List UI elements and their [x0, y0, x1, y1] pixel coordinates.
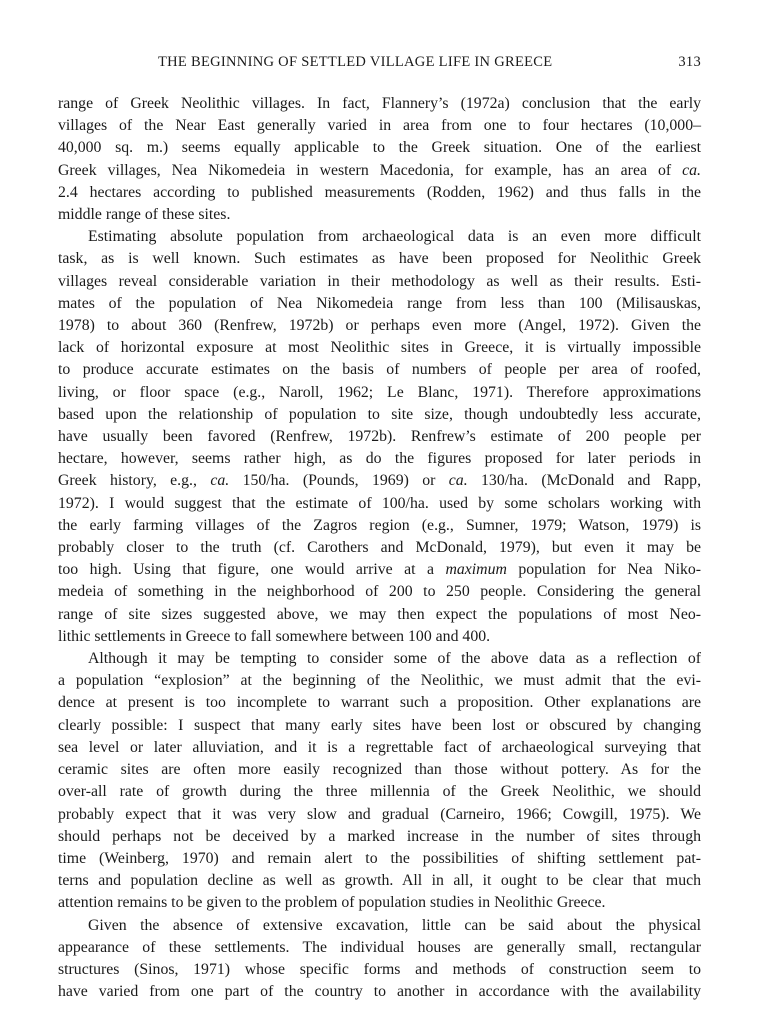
- text-line: ceramic sites are often more easily recognized than those without pottery. As for the: [58, 761, 701, 779]
- text-line: time (Weinberg, 1970) and remain alert to the possibilities of shifting settlement pat-: [58, 849, 701, 867]
- text-line: terns and population decline as well as growth. All in all, it ought to be clear that much: [58, 872, 701, 890]
- text-line: mates of the population of Nea Nikomedeia range from less than 100 (Milisauskas,: [58, 294, 701, 312]
- text-line: should perhaps not be deceived by a marked increase in the number of sites through: [58, 827, 701, 845]
- italic-term: ca.: [682, 161, 701, 179]
- text-line: a population “explosion” at the beginning of the Neolithic, we must admit that the evi-: [58, 672, 701, 690]
- text-line: medeia of something in the neighborhood of 200 to 250 people. Considering the general: [58, 583, 701, 601]
- paragraph-1: [58, 93, 701, 226]
- text-line: lack of horizontal exposure at most Neolithic sites in Greece, it is virtually impossible: [58, 339, 701, 357]
- paragraph-4: [58, 915, 701, 1004]
- paragraph-3: [58, 648, 701, 914]
- text-line: Although it may be tempting to consider some of the above data as a reflection of: [88, 650, 701, 668]
- body-text: [58, 93, 701, 1003]
- text-line: [58, 470, 701, 492]
- text-line: have usually been favored (Renfrew, 1972b). Renfrew’s estimate of 200 people per: [58, 428, 701, 446]
- text-line: structures (Sinos, 1971) whose specific forms and methods of construction seem to: [58, 960, 701, 978]
- document-page: [58, 50, 701, 1003]
- text-line: [58, 559, 701, 581]
- text-line: probably closer to the truth (cf. Carothers and McDonald, 1979), but even it may be: [58, 539, 701, 557]
- text-fragment: population for Nea Niko-: [518, 561, 702, 579]
- text-line: lithic settlements in Greece to fall somewhere between 100 and 400.: [58, 627, 491, 645]
- text-fragment: Greek history, e.g.,: [58, 472, 197, 490]
- italic-term: maximum: [445, 561, 507, 579]
- text-line: appearance of these settlements. The individual houses are generally small, rectangular: [58, 938, 701, 956]
- italic-term: ca.: [210, 472, 230, 490]
- text-line: 40,000 sq. m.) seems equally applicable to the Greek situation. One of the earliest: [58, 139, 701, 157]
- paragraph-2: [58, 226, 701, 648]
- text-line: sea level or later alluviation, and it is a regrettable fact of archaeological surveying that: [58, 738, 701, 756]
- text-line: range of site sizes suggested above, we may then expect the populations of most Neo-: [58, 605, 701, 623]
- text-line: villages of the Near East generally varied in area from one to four hectares (10,000–: [58, 117, 701, 135]
- running-title: THE BEGINNING OF SETTLED VILLAGE LIFE IN GREECE: [158, 54, 553, 70]
- text-line: to produce accurate estimates on the basis of numbers of people per area of roofed,: [58, 361, 701, 379]
- text-line: task, as is well known. Such estimates as have been proposed for Neolithic Greek: [58, 250, 701, 268]
- text-line: [58, 160, 701, 182]
- text-line: living, or floor space (e.g., Naroll, 1962; Le Blanc, 1971). Therefore approximations: [58, 383, 701, 401]
- text-line: have varied from one part of the country to another in accordance with the availability: [58, 983, 701, 1001]
- text-line: over-all rate of growth during the three millennia of the Greek Neolithic, we should: [58, 783, 701, 801]
- text-line: hectare, however, seems rather high, as do the figures proposed for later periods in: [58, 450, 701, 468]
- text-line: Given the absence of extensive excavation, little can be said about the physical: [88, 916, 701, 934]
- text-line: attention remains to be given to the problem of population studies in Neolithic Greece.: [58, 894, 606, 912]
- text-line: Estimating absolute population from archaeological data is an even more difficult: [88, 228, 701, 246]
- text-line: probably expect that it was very slow and gradual (Carneiro, 1966; Cowgill, 1975). We: [58, 805, 701, 823]
- text-line: the early farming villages of the Zagros region (e.g., Sumner, 1979; Watson, 1979) is: [58, 516, 701, 534]
- text-line: middle range of these sites.: [58, 206, 231, 224]
- text-fragment: 130/ha. (McDonald and Rapp,: [481, 472, 702, 490]
- text-line: 2.4 hectares according to published measurements (Rodden, 1962) and thus falls in the: [58, 183, 701, 201]
- running-head: [58, 50, 701, 74]
- italic-term: ca.: [448, 472, 468, 490]
- text-line: range of Greek Neolithic villages. In fact, Flannery’s (1972a) conclusion that the early: [58, 95, 701, 112]
- text-fragment: Greek villages, Nea Nikomedeia in western Macedonia, for example, has an area of: [58, 161, 672, 179]
- text-fragment: too high. Using that figure, one would arrive at a: [58, 561, 434, 579]
- text-fragment: 150/ha. (Pounds, 1969) or: [242, 472, 436, 490]
- page-number: 313: [678, 54, 701, 70]
- text-line: dence at present is too incomplete to warrant such a proposition. Other explanations are: [58, 694, 701, 712]
- text-line: clearly possible: I suspect that many early sites have been lost or obscured by changing: [58, 716, 701, 734]
- text-line: 1972). I would suggest that the estimate of 100/ha. used by some scholars working with: [58, 494, 701, 512]
- text-line: villages reveal considerable variation in their methodology as well as their results. Esti-: [58, 272, 701, 290]
- text-line: 1978) to about 360 (Renfrew, 1972b) or perhaps even more (Angel, 1972). Given the: [58, 317, 701, 335]
- text-line: based upon the relationship of population to site size, though undoubtedly less accurate,: [58, 405, 701, 423]
